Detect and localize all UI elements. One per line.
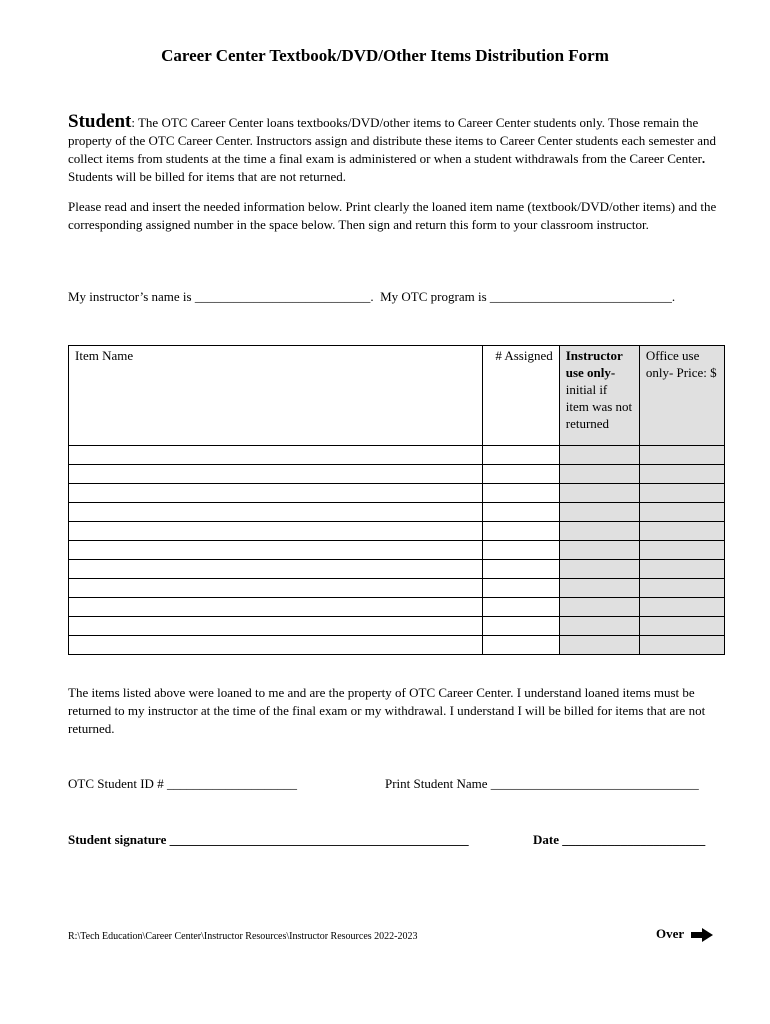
item-name-cell[interactable] bbox=[69, 484, 483, 503]
table-row bbox=[69, 636, 725, 655]
assigned-cell[interactable] bbox=[482, 617, 559, 636]
assigned-cell[interactable] bbox=[482, 522, 559, 541]
table-row bbox=[69, 522, 725, 541]
assigned-cell[interactable] bbox=[482, 484, 559, 503]
assigned-cell[interactable] bbox=[482, 579, 559, 598]
table-row bbox=[69, 598, 725, 617]
assigned-cell[interactable] bbox=[482, 598, 559, 617]
item-name-cell[interactable] bbox=[69, 503, 483, 522]
instructor-use-cell[interactable] bbox=[559, 465, 639, 484]
assigned-cell[interactable] bbox=[482, 541, 559, 560]
instructor-label: My instructor’s name is bbox=[68, 289, 192, 304]
col-instructor-rest: initial if item was not returned bbox=[565, 382, 633, 431]
item-name-cell[interactable] bbox=[69, 446, 483, 465]
item-name-cell[interactable] bbox=[69, 617, 483, 636]
office-use-cell[interactable] bbox=[639, 465, 724, 484]
item-name-cell[interactable] bbox=[69, 465, 483, 484]
office-use-cell[interactable] bbox=[639, 598, 724, 617]
date-group bbox=[533, 832, 705, 848]
assigned-cell[interactable] bbox=[482, 503, 559, 522]
instructions-paragraph: Please read and insert the needed information below. Print clearly the loaned item name (textbook/DVD/other items) and the corresponding assigned number in the space below. Then sign and return this form to your classroom instructor. bbox=[68, 199, 717, 232]
instructor-use-cell[interactable] bbox=[559, 636, 639, 655]
col-item-name: Item Name bbox=[69, 346, 483, 446]
office-use-cell[interactable] bbox=[639, 560, 724, 579]
item-name-cell[interactable] bbox=[69, 522, 483, 541]
item-name-cell[interactable] bbox=[69, 560, 483, 579]
assigned-cell[interactable] bbox=[482, 465, 559, 484]
intro-period: . bbox=[701, 151, 706, 166]
col-office-use: Office use only- Price: $ bbox=[639, 346, 724, 446]
item-name-cell[interactable] bbox=[69, 579, 483, 598]
instructor-program-line bbox=[68, 289, 728, 305]
program-field[interactable]: ____________________________. bbox=[489, 289, 676, 304]
signature-field[interactable]: ______________________________________________ bbox=[169, 832, 469, 847]
item-name-cell[interactable] bbox=[69, 541, 483, 560]
date-label: Date bbox=[533, 832, 559, 847]
signature-row bbox=[68, 832, 728, 848]
table-row bbox=[69, 560, 725, 579]
form-title: Career Center Textbook/DVD/Other Items Distribution Form bbox=[161, 46, 609, 65]
office-use-cell[interactable] bbox=[639, 541, 724, 560]
table-row bbox=[69, 465, 725, 484]
over-label: Over bbox=[656, 926, 684, 941]
intro-text: : The OTC Career Center loans textbooks/DVD/other items to Career Center students only. Those remain the property of the OTC Career Center. Instructors assign and distribute these items to Career Center students each semester and collect items from students at the time a final exam is administered or when a student withdrawals from the Career Center bbox=[68, 115, 717, 166]
office-use-cell[interactable] bbox=[639, 522, 724, 541]
col-instructor-use bbox=[559, 346, 639, 446]
student-name-field[interactable]: ________________________________ bbox=[490, 776, 699, 791]
items-table bbox=[68, 345, 725, 655]
instructor-use-cell[interactable] bbox=[559, 503, 639, 522]
office-use-cell[interactable] bbox=[639, 503, 724, 522]
intro-tail: Students will be billed for items that are not returned. bbox=[68, 169, 346, 184]
assigned-cell[interactable] bbox=[482, 636, 559, 655]
instructor-use-cell[interactable] bbox=[559, 446, 639, 465]
col-instructor-bold: Instructor use only- bbox=[565, 348, 623, 380]
item-name-cell[interactable] bbox=[69, 636, 483, 655]
signature-label: Student signature bbox=[68, 832, 167, 847]
office-use-cell[interactable] bbox=[639, 617, 724, 636]
office-use-cell[interactable] bbox=[639, 484, 724, 503]
intro-paragraph bbox=[68, 113, 728, 186]
student-name-label: Print Student Name bbox=[385, 776, 488, 791]
instructor-use-cell[interactable] bbox=[559, 579, 639, 598]
instructor-use-cell[interactable] bbox=[559, 560, 639, 579]
student-id-label: OTC Student ID # bbox=[68, 776, 164, 791]
student-id-row bbox=[68, 776, 728, 792]
instructor-use-cell[interactable] bbox=[559, 522, 639, 541]
student-id-field[interactable]: ____________________ bbox=[166, 776, 297, 791]
instructor-name-field[interactable]: ___________________________. bbox=[194, 289, 374, 304]
program-label: My OTC program is bbox=[380, 289, 487, 304]
table-body bbox=[69, 446, 725, 655]
assigned-cell[interactable] bbox=[482, 560, 559, 579]
instructor-use-cell[interactable] bbox=[559, 617, 639, 636]
over-indicator bbox=[656, 926, 713, 942]
table-header-row bbox=[69, 346, 725, 446]
table-row bbox=[69, 446, 725, 465]
instructor-use-cell[interactable] bbox=[559, 541, 639, 560]
table-row bbox=[69, 541, 725, 560]
agreement-paragraph: The items listed above were loaned to me and are the property of OTC Career Center. I understand loaned items must be returned to my instructor at the time of the final exam or my withdrawal. I understand I will be billed for items that are not returned. bbox=[68, 685, 706, 736]
table-row bbox=[69, 579, 725, 598]
right-arrow-icon bbox=[691, 928, 713, 942]
table-row bbox=[69, 617, 725, 636]
student-name-group bbox=[385, 776, 699, 792]
office-use-cell[interactable] bbox=[639, 446, 724, 465]
table-row bbox=[69, 503, 725, 522]
intro-lead: Student bbox=[68, 111, 132, 132]
instructor-use-cell[interactable] bbox=[559, 598, 639, 617]
footer-path: R:\Tech Education\Career Center\Instructor Resources\Instructor Resources 2022-2023 bbox=[68, 931, 418, 942]
office-use-cell[interactable] bbox=[639, 636, 724, 655]
col-assigned: # Assigned bbox=[482, 346, 559, 446]
assigned-cell[interactable] bbox=[482, 446, 559, 465]
date-field[interactable]: ______________________ bbox=[562, 832, 706, 847]
table-row bbox=[69, 484, 725, 503]
office-use-cell[interactable] bbox=[639, 579, 724, 598]
instructor-use-cell[interactable] bbox=[559, 484, 639, 503]
item-name-cell[interactable] bbox=[69, 598, 483, 617]
